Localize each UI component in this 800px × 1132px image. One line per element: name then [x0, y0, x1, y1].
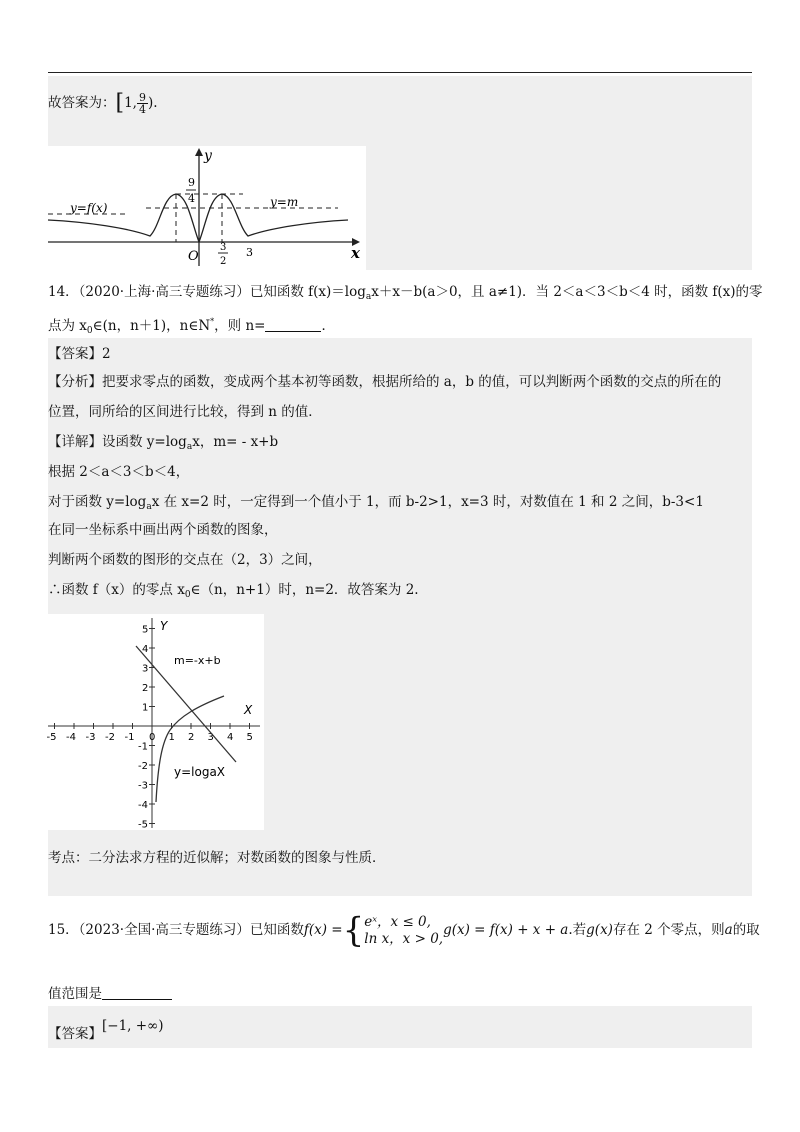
y-tick-label: -2 [138, 761, 148, 772]
origin-label: O [188, 249, 199, 264]
svg-text:2: 2 [220, 256, 227, 267]
q14-detail-3: 对于函数 $y=\log_ax$ 在 x=2 时，一定得到一个值小于 1，而 b-2>1，x=3 时，对数值在 1 和 2 之间，b-3<1 [48, 494, 704, 512]
q14-analysis-1: 【分析】把要求零点的函数，变成两个基本初等函数，根据所给的 a，b 的值，可以判断两个函数的交点的所在的 [48, 374, 722, 390]
q14-detail-2: 根据 2＜a＜3＜b＜4， [48, 464, 190, 480]
y-tick-label: 3 [142, 663, 149, 675]
x-tick-label: -4 [66, 732, 76, 743]
svg-text:3: 3 [246, 246, 253, 259]
y-tick-label: -5 [138, 819, 148, 831]
x-tick-label: 5 [246, 732, 253, 743]
answer-blank [265, 317, 321, 332]
q14-detail-4: 在同一坐标系中画出两个函数的图象， [48, 522, 278, 538]
line-label: m=-x+b [174, 654, 221, 667]
log-label: y=logaX [174, 765, 226, 779]
y-tick-label: 4 [142, 644, 149, 655]
f-label: y=f(x) [70, 201, 108, 215]
y-tick-label: -3 [138, 780, 148, 792]
y-tick-label: -4 [138, 800, 148, 811]
q15-line1: 15．（2023·全国·高三专题练习）已知函数f(x) ={ eˣ，x ≤ 0, ln x，x > 0, g(x) = f(x) + x + a.若g(x)存在 2 个零点，则a的取 [48, 910, 760, 951]
q15-answer: 【答案】[−1, +∞) [48, 1018, 164, 1042]
q14-line2: 点为 $x_0\in(n$，n＋1)，n∈N*，则 n= ． [48, 317, 335, 336]
q14-answer: 【答案】2 [48, 346, 111, 362]
x-axis-label: x [351, 244, 360, 262]
x-tick-label: 2 [188, 732, 195, 743]
x-tick-label: 0 [149, 732, 156, 743]
q14-line1: 14．（2020·上海·高三专题练习）已知函数 $f(x)=\log_ax+x-b(a>0$，且 a≠1)．当 2＜a＜3＜b＜4 时，函数 f(x)的零 [48, 284, 763, 302]
svg-text:3: 3 [220, 242, 227, 253]
svg-text:9: 9 [188, 176, 195, 189]
x-tick-label: 3 [207, 732, 214, 743]
q14-detail-5: 判断两个函数的图形的交点在（2，3）之间， [48, 552, 322, 568]
header-rule [48, 72, 752, 73]
y-tick-label: 2 [142, 683, 149, 694]
q14-kaodian: 考点：二分法求方程的近似解；对数函数的图象与性质． [48, 850, 386, 866]
x-tick-label: -1 [124, 732, 135, 743]
y-tick-label: 1 [142, 702, 149, 714]
piecewise-graph [48, 146, 366, 270]
q14-detail-6: ∴函数 f（x）的零点 $x_0\in(n$，n+1）时，n=2．故答案为 2. [48, 582, 419, 600]
x-tick-label: -3 [85, 732, 96, 743]
x-tick-label: 1 [168, 732, 175, 743]
q14-analysis-2: 位置，同所给的区间进行比较，得到 n 的值． [48, 404, 322, 420]
Y-axis-label: Y [160, 619, 168, 633]
x-tick-label: -5 [46, 732, 57, 743]
x-tick-label: -2 [105, 732, 115, 743]
prev-answer-line: 故答案为：[1, $\frac{9}{4}$ ). [48, 90, 158, 116]
answer-blank-15 [102, 985, 172, 1000]
svg-text:4: 4 [188, 192, 195, 205]
X-axis-label: X [244, 703, 253, 717]
m-label: y=m [270, 195, 299, 209]
y-tick-label: -1 [138, 741, 148, 753]
x-tick-label: 4 [227, 732, 234, 743]
y-tick-label: 5 [142, 624, 149, 636]
log-line-graph [48, 614, 264, 830]
q15-line2: 值范围是 [48, 984, 172, 1004]
y-axis-label: y [204, 148, 212, 164]
q14-detail-1: 【详解】设函数 $y=\log_ax$，m= - x+b [48, 434, 279, 452]
